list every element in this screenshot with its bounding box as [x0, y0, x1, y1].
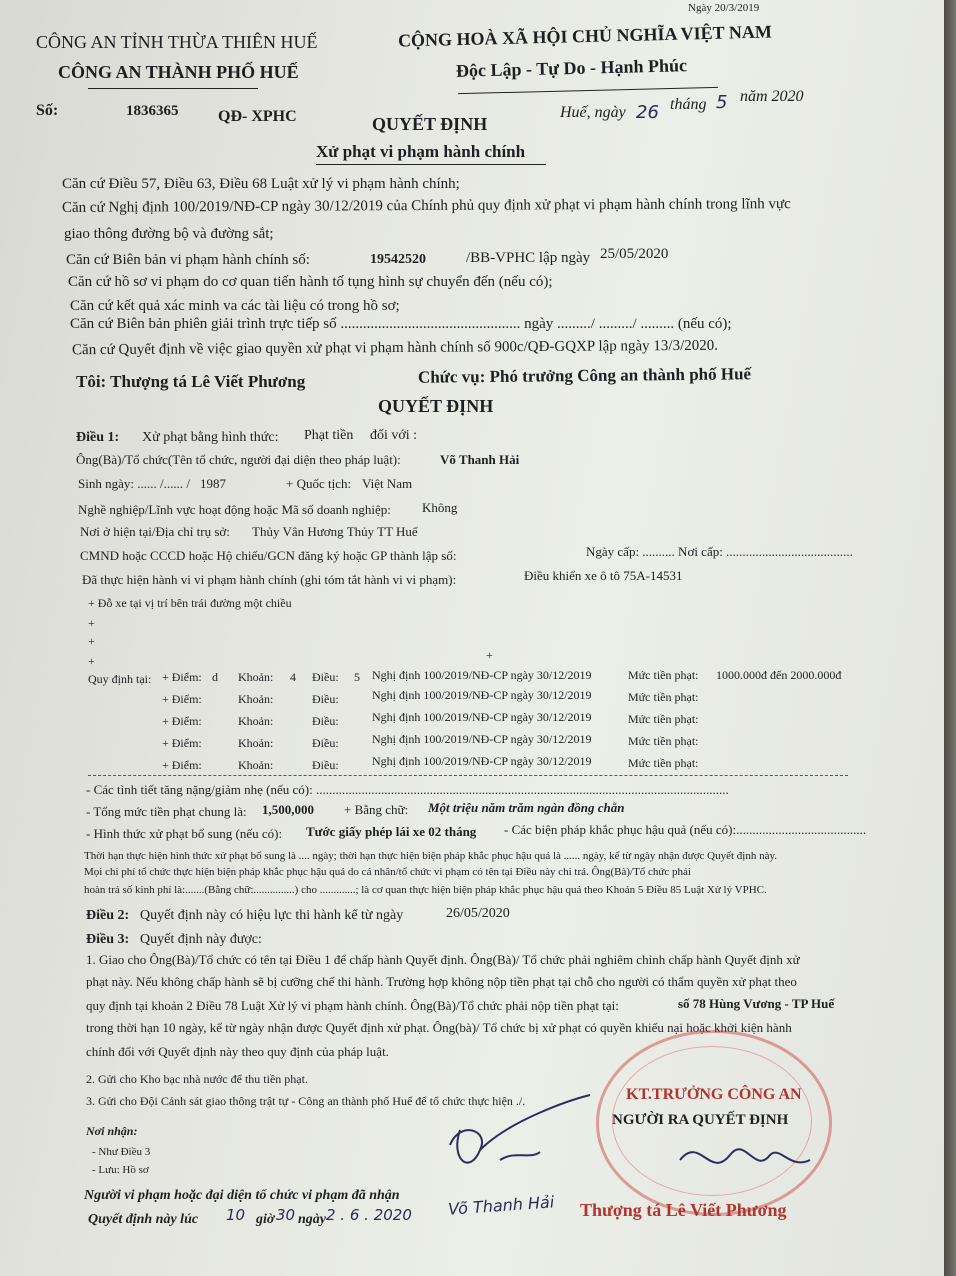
act-item: + Đỗ xe tại vị trí bên trái đường một chiều — [88, 596, 292, 610]
reg-article-label: Điều: — [312, 758, 339, 772]
reg-article-label: Điều: — [312, 670, 339, 684]
signer-name: Thượng tá Lê Viết Phương — [580, 1200, 787, 1220]
act-item: + — [88, 616, 95, 630]
basis-line: Căn cứ kết quả xác minh va các tài liệu có trong hồ sơ; — [70, 298, 400, 314]
article3-line: 2. Gửi cho Kho bạc nhà nước để thu tiền phạt. — [86, 1072, 308, 1086]
supplement-line: Thời hạn thực hiện hình thức xử phạt bổ sung là .... ngày; thời hạn thực hiện biện pháp khắc phục hậu quả là ...... ngày, kể từ ngày nhận được Quyết định này. — [84, 850, 777, 862]
violator-signature: Võ Thanh Hải — [447, 1192, 555, 1219]
article3-line: 3. Gửi cho Đội Cảnh sát giao thông trật tự - Công an thành phố Huế để tổ chức thực hiện ./. — [86, 1094, 526, 1108]
article1-label: Điều 1: — [76, 430, 120, 445]
reg-article-label: Điều: — [312, 736, 339, 750]
reg-clause-label: Khoản: — [238, 670, 274, 684]
article1-form: Phạt tiền — [304, 428, 354, 443]
reg-point: d — [212, 670, 218, 684]
basis-line: Căn cứ Điều 57, Điều 63, Điều 68 Luật xử lý vi phạm hành chính; — [62, 176, 460, 192]
receipt-minute: 30 — [276, 1206, 296, 1224]
record-number: 19542520 — [370, 252, 426, 267]
agency-underline — [88, 88, 258, 89]
nation-underline — [458, 87, 718, 94]
id-label: CMND hoặc CCCD hoặc Hộ chiếu/GCN đăng ký hoặc GP thành lập số: — [80, 548, 457, 563]
article2-date: 26/05/2020 — [446, 906, 510, 921]
nationality-label: + Quốc tịch: — [286, 476, 352, 491]
reg-fine-label: Mức tiền phạt: — [628, 712, 699, 726]
article3-line: phạt này. Nếu không chấp hành sẽ bị cưỡng chế thi hành. Trường hợp không nộp tiền phạt tại chỗ cho người có thẩm quyền xử phạt theo — [86, 974, 797, 989]
place-date-month-label: tháng — [670, 96, 707, 113]
deputy-signature — [670, 1130, 820, 1190]
basis-line: Căn cứ Biên bản phiên giải trình trực tiếp số ................................................ ngày ........./ ........./ ......... (nếu có); — [70, 316, 732, 332]
recipients-label: Nơi nhận: — [86, 1124, 138, 1138]
reg-clause-label: Khoản: — [238, 692, 274, 706]
nation-line1: CỘNG HOÀ XÃ HỘI CHỦ NGHĨA VIỆT NAM — [397, 21, 773, 51]
reg-article-label: Điều: — [312, 714, 339, 728]
act-item: + — [88, 634, 95, 648]
reg-article: 5 — [354, 670, 360, 684]
agency-line1: CÔNG AN TỈNH THỪA THIÊN HUẾ — [36, 32, 318, 52]
reg-decree: Nghị định 100/2019/NĐ-CP ngày 30/12/2019 — [372, 732, 592, 746]
article3-line: quy định tại khoản 2 Điều 78 Luật Xử lý vi phạm hành chính. Ông(Bà)/Tổ chức phải nộp tiền phạt tại: — [86, 998, 619, 1013]
reg-point-label: + Điểm: — [162, 670, 202, 684]
doc-number-label: Số: — [36, 102, 59, 119]
record-suffix: /BB-VPHC lập ngày — [466, 250, 591, 266]
receipt-day-label: ngày — [298, 1212, 326, 1227]
act-label: Đã thực hiện hành vi vi phạm hành chính (ghi tóm tắt hành vi vi phạm): — [82, 572, 457, 587]
reg-clause-label: Khoản: — [238, 714, 274, 728]
nationality: Việt Nam — [362, 476, 413, 491]
receipt-hour: 10 — [226, 1206, 246, 1224]
act-item-extra: + — [486, 648, 493, 662]
violator-name: Võ Thanh Hải — [440, 452, 520, 467]
place-date-place: Huế, ngày — [560, 104, 626, 121]
official-position: Chức vụ: Phó trưởng Công an thành phố Huế — [417, 364, 752, 387]
job-label: Nghề nghiệp/Lĩnh vực hoạt động hoặc Mã số doanh nghiệp: — [78, 502, 391, 517]
official-name: Tôi: Thượng tá Lê Viết Phương — [76, 372, 306, 391]
reg-point-label: + Điểm: — [162, 758, 202, 772]
supplement-line: Mọi chi phí tổ chức thực hiện biện pháp khắc phục hậu quả do cá nhân/tổ chức vi phạm có tên tại Điều này chi trả. Ông(Bà)/Tổ chức phải — [84, 866, 691, 878]
reg-fine-label: Mức tiền phạt: — [628, 668, 699, 682]
record-label: Căn cứ Biên bản vi phạm hành chính số: — [66, 252, 310, 268]
basis-line: Căn cứ Quyết định về việc giao quyền xử phạt vi phạm hành chính số 900c/QĐ-GQXP lập ngày 13/3/2020. — [71, 337, 719, 359]
address-value: Thủy Vân Hương Thủy TT Huế — [252, 524, 418, 539]
address-label: Nơi ở hiện tại/Địa chỉ trụ sở: — [80, 524, 230, 539]
title-underline — [316, 164, 546, 165]
supplement-label: - Hình thức xử phạt bổ sung (nếu có): — [86, 826, 283, 841]
place-date-month: 5 — [716, 92, 728, 113]
act-vehicle: Điều khiển xe ô tô 75A-14531 — [524, 568, 683, 583]
reg-decree: Nghị định 100/2019/NĐ-CP ngày 30/12/2019 — [372, 710, 592, 724]
reg-decree: Nghị định 100/2019/NĐ-CP ngày 30/12/2019 — [372, 754, 592, 768]
regulation-label: Quy định tại: — [88, 672, 152, 686]
title-sub: Xử phạt vi phạm hành chính — [316, 142, 526, 161]
place-date-year: năm 2020 — [740, 88, 804, 105]
circumstances: - Các tình tiết tăng nặng/giảm nhẹ (nếu có): ............................................................................................................................... — [86, 782, 729, 797]
reg-fine: 1000.000đ đến 2000.000đ — [716, 668, 842, 682]
reg-point-label: + Điểm: — [162, 692, 202, 706]
job-value: Không — [422, 500, 458, 515]
receipt-date: 2 . 6 . 2020 — [326, 1206, 412, 1224]
id-issue: Ngày cấp: .......... Nơi cấp: ....................................... — [586, 544, 853, 559]
record-date: 25/05/2020 — [600, 246, 669, 262]
article3-label: Điều 3: — [86, 932, 130, 947]
reg-clause-label: Khoản: — [238, 758, 274, 772]
title-main: QUYẾT ĐỊNH — [372, 114, 488, 134]
reg-point-label: + Điểm: — [162, 736, 202, 750]
doc-number-suffix: QĐ- XPHC — [218, 108, 297, 125]
basis-line: Căn cứ Nghị định 100/2019/NĐ-CP ngày 30/12/2019 của Chính phủ quy định xử phạt vi phạm hành chính trong lĩnh vực — [61, 196, 791, 216]
desk-edge — [944, 0, 956, 1276]
reg-fine-label: Mức tiền phạt: — [628, 690, 699, 704]
total-words: Một triệu năm trăm ngàn đồng chẵn — [428, 800, 625, 815]
receipt-hour-label: giờ — [256, 1212, 275, 1227]
reg-point-label: + Điểm: — [162, 714, 202, 728]
dob-label: Sinh ngày: ...... /...... / — [78, 476, 190, 491]
official-signature — [420, 1090, 620, 1190]
reg-decree: Nghị định 100/2019/NĐ-CP ngày 30/12/2019 — [372, 688, 592, 702]
total-label: - Tổng mức tiền phạt chung là: — [86, 804, 247, 819]
basis-line: Căn cứ hồ sơ vi phạm do cơ quan tiến hành tố tụng hình sự chuyển đến (nếu có); — [68, 274, 553, 290]
article3-text: Quyết định này được: — [140, 932, 262, 947]
act-item: + — [88, 654, 95, 668]
reg-clause-label: Khoản: — [238, 736, 274, 750]
article3-line: chính đối với Quyết định này theo quy định của pháp luật. — [86, 1044, 389, 1059]
basis-line: giao thông đường bộ và đường sắt; — [64, 226, 274, 242]
violator-label: Ông(Bà)/Tổ chức(Tên tổ chức, người đại diện theo pháp luật): — [76, 452, 401, 467]
total-words-label: + Bằng chữ: — [344, 802, 409, 817]
decision-heading: QUYẾT ĐỊNH — [378, 396, 494, 416]
agency-line2: CÔNG AN THÀNH PHỐ HUẾ — [58, 62, 299, 82]
remedy-label: - Các biện pháp khắc phục hậu quả (nếu có):........................................ — [504, 822, 867, 837]
nation-line2: Độc Lập - Tự Do - Hạnh Phúc — [455, 55, 688, 81]
article2-label: Điều 2: — [86, 908, 130, 923]
reg-clause: 4 — [290, 670, 296, 684]
dob-year: 1987 — [200, 476, 226, 491]
supplement-value: Tước giấy phép lái xe 02 tháng — [306, 824, 477, 839]
recipient-item: - Như Điều 3 — [92, 1146, 151, 1158]
reg-fine-label: Mức tiền phạt: — [628, 734, 699, 748]
doc-number-value: 1836365 — [126, 103, 179, 119]
payment-place: số 78 Hùng Vương - TP Huế — [678, 996, 835, 1011]
reg-article-label: Điều: — [312, 692, 339, 706]
total-amount: 1,500,000 — [262, 802, 314, 817]
signer-on-behalf: KT.TRƯỞNG CÔNG AN — [626, 1086, 802, 1103]
place-date-day: 26 — [636, 102, 659, 123]
reg-decree: Nghị định 100/2019/NĐ-CP ngày 30/12/2019 — [372, 668, 592, 682]
article3-line: trong thời hạn 10 ngày, kể từ ngày nhận được Quyết định xử phạt. Ông(bà)/ Tổ chức bị xử phạt có quyền khiếu nại hoặc khởi kiện hành — [86, 1020, 792, 1035]
signer-role: NGƯỜI RA QUYẾT ĐỊNH — [612, 1112, 789, 1128]
corner-date: Ngày 20/3/2019 — [688, 2, 760, 14]
regulation-divider — [88, 775, 848, 776]
article1-text: Xử phạt bằng hình thức: — [142, 430, 279, 445]
article2-text: Quyết định này có hiệu lực thi hành kể từ ngày — [140, 908, 404, 923]
article1-against: đối với : — [370, 428, 418, 443]
receipt-line2-label: Quyết định này lúc — [88, 1212, 199, 1227]
receipt-line1: Người vi phạm hoặc đại diện tổ chức vi phạm đã nhận — [84, 1188, 400, 1203]
article3-line: 1. Giao cho Ông(Bà)/Tổ chức có tên tại Điều 1 để chấp hành Quyết định. Ông(Bà)/ Tổ chức phải nghiêm chỉnh chấp hành Quyết định xử — [86, 952, 800, 967]
recipient-item: - Lưu: Hồ sơ — [92, 1164, 149, 1176]
reg-fine-label: Mức tiền phạt: — [628, 756, 699, 770]
supplement-line: hoàn trả số kinh phí là:.......(Bằng chữ:...............) cho .............; là cơ quan thực hiện biện pháp khắc phục hậu quả theo Khoản 5 Điều 85 Luật Xử lý VPHC. — [84, 884, 767, 896]
